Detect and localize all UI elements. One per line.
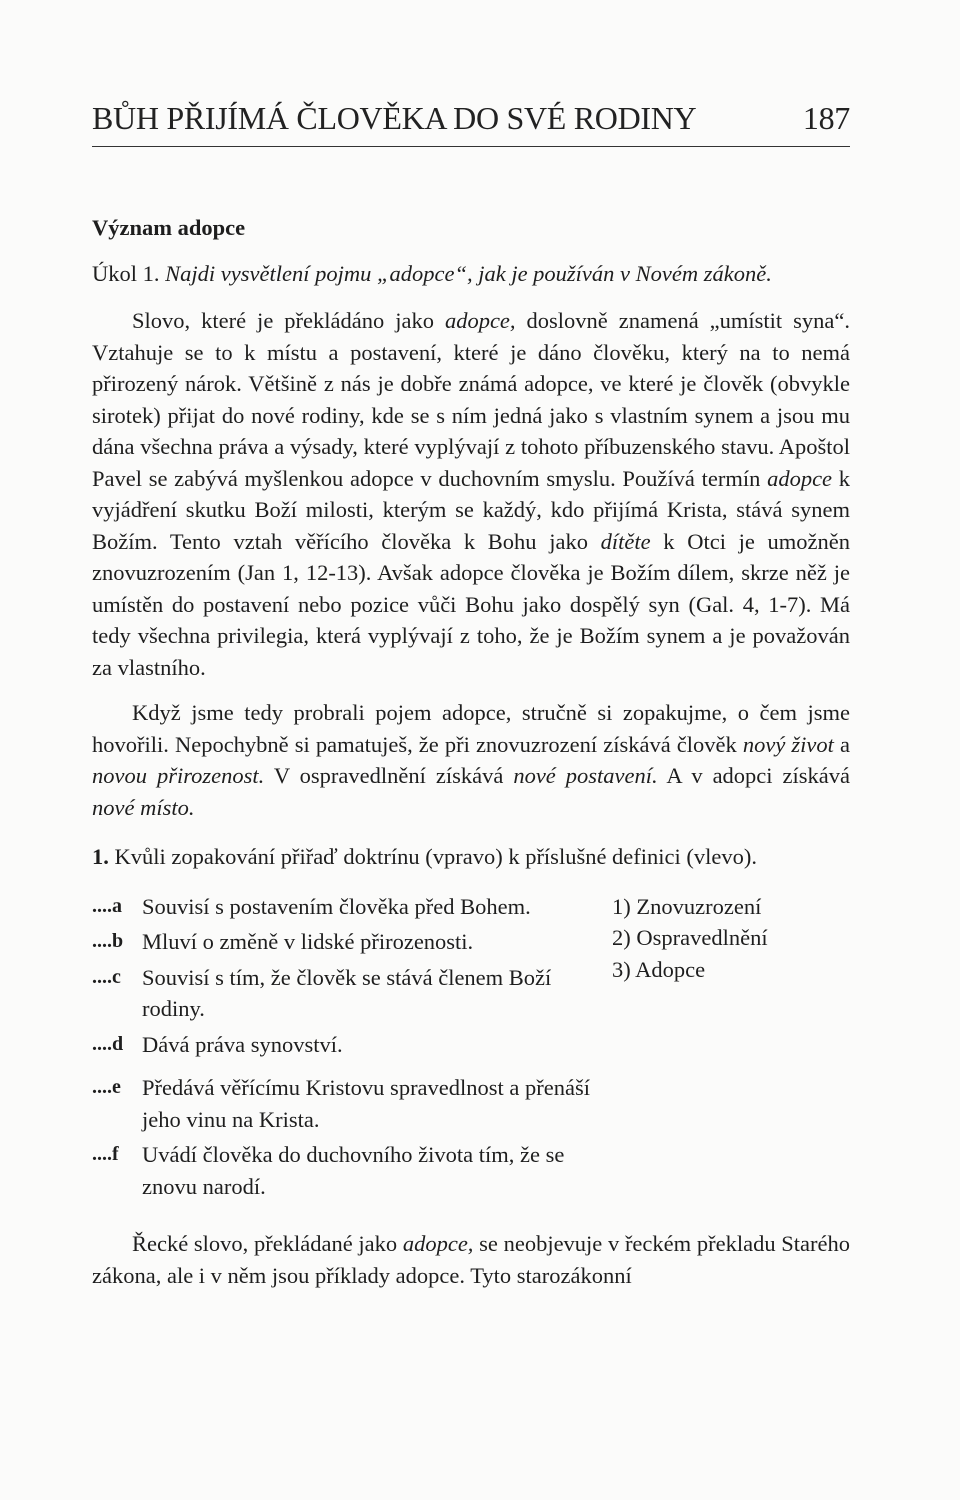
text-run: doslovně znamená „umístit syna“. Vztahuje se to k místu a postavení, které je dáno člověku, který na to nemá přirozený nárok. Většině z nás je dobře známá adopce, ve které je člověk (obvykle sirotek) přijat do nové rodiny, kde se s ním jedná jako s vlastním synem a jsou mu dána všechna práva a výsady, které vyplývají z tohoto příbuzenského stavu. Apoštol Pavel se zabývá myšlenkou adopce v duchovním smyslu. Používá termín (92, 308, 851, 491)
answer-blank[interactable]: ....f (92, 1143, 119, 1165)
matching-exercise (92, 891, 850, 1203)
italic-term: novou přirozenost. (92, 763, 265, 788)
task-text: Najdi vysvětlení pojmu „adopce“, jak je používán v Novém zákoně. (165, 260, 772, 286)
answer-blank[interactable]: ....c (92, 965, 121, 988)
running-header (92, 100, 850, 137)
answer-blank[interactable]: ....d (92, 1032, 124, 1055)
chapter-title: BŮH PŘIJÍMÁ ČLOVĚKA DO SVÉ RODINY (92, 100, 697, 136)
italic-term: dítěte (600, 528, 651, 554)
doctrine-item: 1) Znovuzrození (612, 893, 762, 919)
header-rule (92, 146, 850, 147)
definition-text: Mluví o změně v lidské přirozenosti. (142, 929, 474, 954)
italic-term: adopce, (444, 308, 516, 333)
text-run: V ospravedlnění získává (264, 763, 514, 788)
italic-term: nové postavení. (513, 763, 658, 788)
paragraph-summary (92, 697, 850, 823)
text-run: k Otci je umožněn znovuzrozením (Jan 1, 12-13). Avšak adopce člověka je Božím dílem, skrze něž je umístěn do postavení nebo pozice vůči Bohu jako dospělý syn (Gal. 4, 1-7). Má tedy všechna privilegia, která vyplývají z toho, že je Božím synem a je považován za vlastního. (92, 528, 851, 680)
answer-blank[interactable]: ....a (92, 894, 122, 917)
definition-item[interactable] (92, 1072, 592, 1135)
italic-term: adopce (767, 465, 833, 491)
italic-term: nové místo. (92, 794, 195, 820)
definition-item[interactable] (92, 962, 592, 1025)
answer-blank[interactable]: ....e (92, 1076, 121, 1098)
definition-item[interactable] (92, 1139, 592, 1202)
text-run: a (833, 731, 850, 757)
page-content (92, 212, 850, 1291)
text-run: Slovo, které je překládáno jako (132, 308, 445, 333)
italic-term: adopce, (402, 1231, 474, 1256)
answer-blank[interactable]: ....b (92, 930, 124, 952)
definition-item[interactable] (92, 1029, 592, 1061)
section-heading: Význam adopce (92, 215, 246, 240)
doctrine-item: 3) Adopce (612, 956, 706, 982)
definition-text: Dává práva synovství. (142, 1031, 343, 1057)
definition-text: Předává věřícímu Kristovu spravedlnost a přenáší jeho vinu na Krista. (142, 1075, 591, 1132)
doctrine-list (612, 891, 852, 986)
paragraph-adoption-meaning (92, 305, 850, 683)
definition-text: Souvisí s tím, že člověk se stává členem Boží rodiny. (142, 964, 552, 1021)
italic-term: nový život (742, 731, 834, 757)
exercise-number: 1. (92, 844, 109, 869)
task-label: Úkol 1. (92, 260, 160, 286)
definition-list (92, 891, 592, 1203)
definition-item[interactable] (92, 891, 592, 923)
text-run: A v adopci získává (657, 763, 850, 788)
text-run: se neobjevuje v řeckém překladu Starého zákona, ale i v něm jsou příklady adopce. Tyto starozákonní (92, 1231, 850, 1288)
definition-text: Souvisí s postavením člověka před Bohem. (142, 893, 531, 919)
definition-text: Uvádí člověka do duchovního života tím, že se znovu narodí. (142, 1142, 565, 1199)
page-number: 187 (802, 100, 850, 136)
exercise-instruction (92, 841, 850, 873)
text-run: k vyjádření skutku Boží milosti, kterým se každý, kdo přijímá Krista, stává synem Božím. Tento vztah věřícího člověka k Bohu jako (92, 465, 851, 554)
text-run: Řecké slovo, překládané jako (132, 1231, 403, 1256)
text-run: Když jsme tedy probrali pojem adopce, stručně si zopakujme, o čem jsme hovořili. Nepochybně si pamatuješ, že při znovuzrození získává člověk (92, 700, 850, 757)
paragraph-old-testament (92, 1228, 850, 1291)
exercise-text: Kvůli zopakování přiřaď doktrínu (vpravo) k příslušné definici (vlevo). (114, 844, 758, 869)
task-line (92, 258, 850, 290)
definition-item[interactable] (92, 926, 592, 958)
doctrine-item: 2) Ospravedlnění (612, 925, 768, 950)
